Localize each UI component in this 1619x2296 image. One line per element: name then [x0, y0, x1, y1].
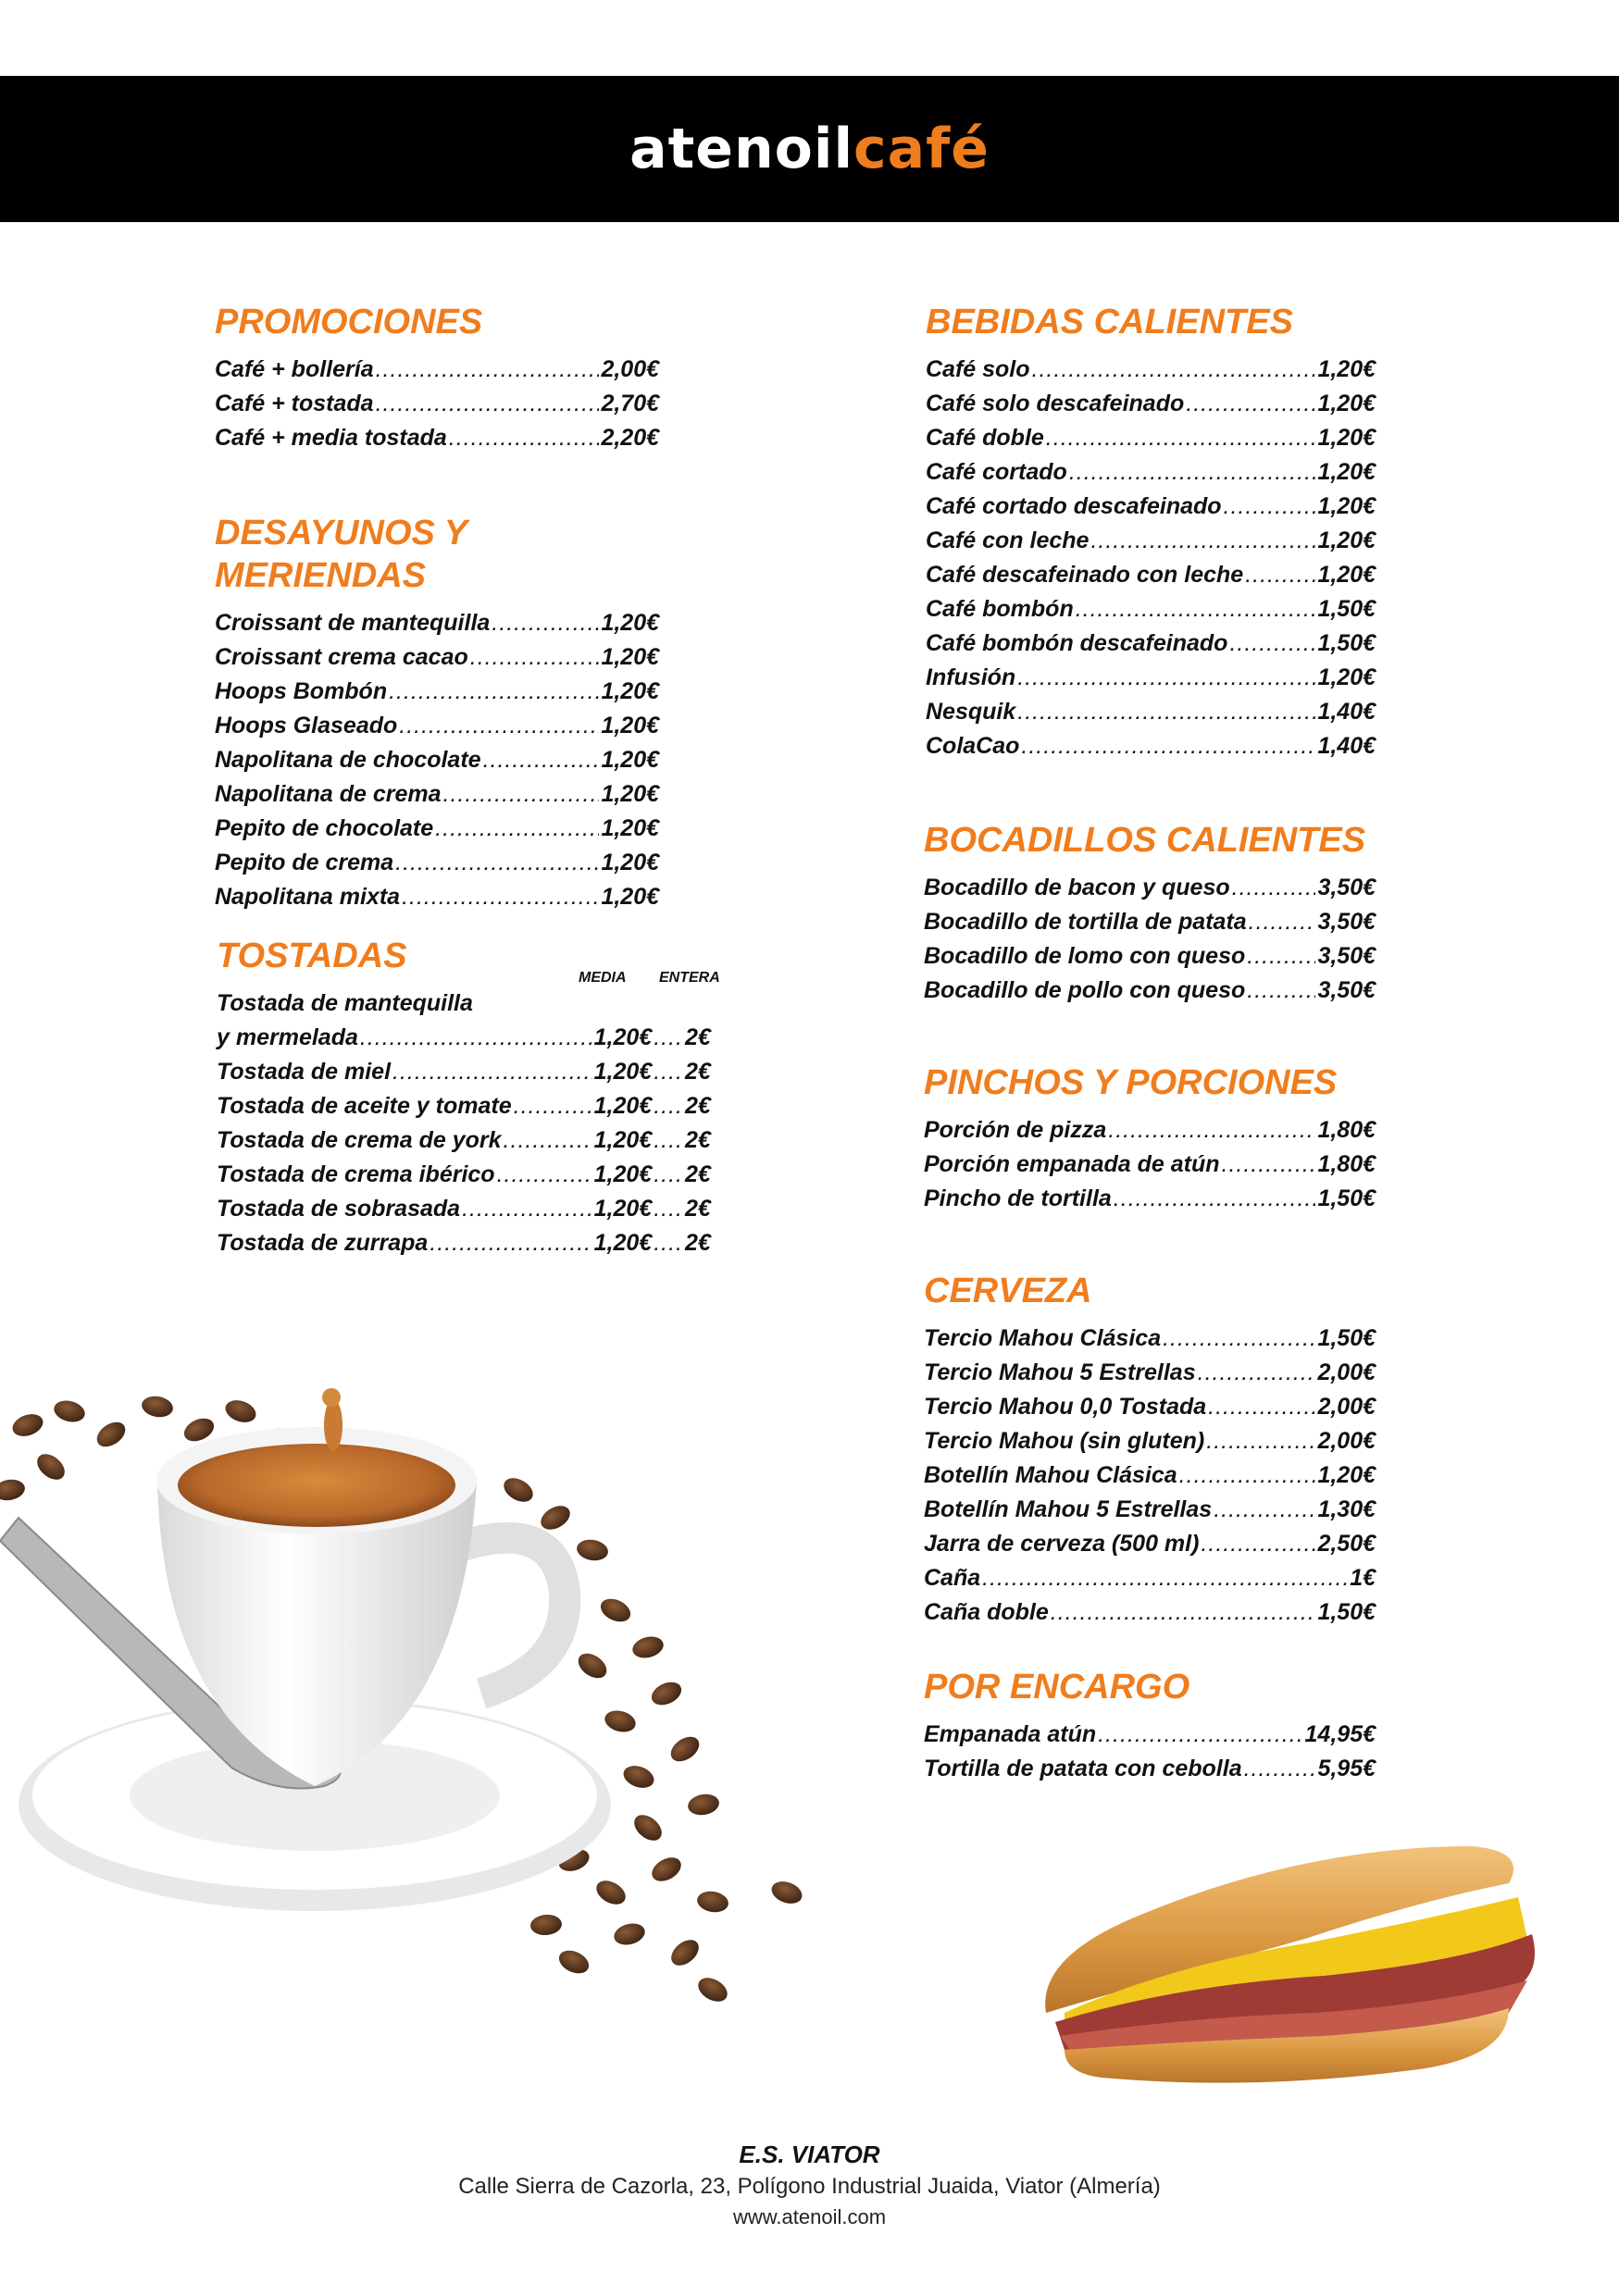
menu-item-name: Napolitana de crema	[215, 781, 442, 807]
leader-dots	[430, 1226, 592, 1260]
leader-dots	[449, 421, 600, 455]
leader-dots	[1051, 1595, 1316, 1630]
menu-item	[924, 1527, 1376, 1561]
brand-logo-part1: atenoil	[629, 117, 854, 181]
leader-dots	[443, 777, 600, 812]
menu-item-name: Café + media tostada	[215, 425, 447, 451]
menu-item	[217, 1123, 716, 1158]
menu-item-name: Café cortado	[926, 459, 1067, 485]
leader-dots	[402, 880, 599, 914]
price-entera: 2€	[685, 1230, 711, 1256]
menu-item-name: Infusión	[926, 664, 1016, 690]
leader-dots	[1201, 1527, 1315, 1561]
menu-item-name: Café solo	[926, 356, 1030, 382]
leader-dots	[470, 640, 600, 675]
tostadas-column-headers	[579, 970, 720, 987]
menu-item-name: Porción de pizza	[924, 1117, 1107, 1143]
price-entera: 2€	[685, 1059, 711, 1085]
menu-item-price: 1,50€	[1317, 1185, 1376, 1211]
menu-item	[924, 1718, 1376, 1752]
menu-item-price: 1,20€	[601, 850, 659, 875]
station-name: E.S. VIATOR	[739, 2141, 880, 2168]
leader-dots	[392, 1055, 592, 1089]
menu-item	[217, 1089, 716, 1123]
menu-item	[215, 777, 659, 812]
leader-dots	[1247, 974, 1315, 1008]
menu-item-name: Bocadillo de lomo con queso	[924, 943, 1246, 969]
menu-item-name: Hoops Bombón	[215, 678, 388, 704]
menu-item	[217, 1055, 716, 1089]
leader-dots	[1069, 455, 1316, 490]
leader-dots	[1098, 1718, 1302, 1752]
menu-item-name: Café con leche	[926, 527, 1090, 553]
menu-item	[926, 592, 1376, 627]
menu-item-name: Tercio Mahou 5 Estrellas	[924, 1359, 1196, 1385]
menu-item	[217, 1192, 716, 1226]
menu-item	[215, 675, 659, 709]
menu-item	[924, 1390, 1376, 1424]
menu-item-name: Tostada de aceite y tomate	[217, 1093, 512, 1119]
column-media: MEDIA	[579, 970, 627, 986]
leader-dots: ....	[654, 1161, 683, 1187]
menu-item-name: Bocadillo de pollo con queso	[924, 977, 1246, 1003]
leader-dots	[1198, 1356, 1316, 1390]
menu-item	[924, 1148, 1376, 1182]
leader-dots	[360, 1021, 592, 1055]
menu-item-price: 1,80€	[1317, 1151, 1376, 1177]
menu-item-price: 5,95€	[1317, 1756, 1376, 1781]
menu-item	[924, 1595, 1376, 1630]
menu-item-price: 3,50€	[1317, 875, 1376, 900]
leader-dots	[1017, 695, 1315, 729]
menu-item-name: Botellín Mahou 5 Estrellas	[924, 1496, 1213, 1522]
leader-dots: ....	[654, 1127, 683, 1153]
menu-item	[924, 1182, 1376, 1216]
leader-dots	[1114, 1182, 1316, 1216]
item-list	[924, 1113, 1376, 1216]
item-list	[924, 871, 1376, 1008]
menu-item-name: Napolitana de chocolate	[215, 747, 481, 773]
leader-dots	[389, 675, 599, 709]
menu-item-name: Tostada de zurrapa	[217, 1230, 429, 1256]
menu-item-price: 2,00€	[1317, 1428, 1376, 1454]
section-title: DESAYUNOS Y MERIENDAS	[215, 514, 467, 595]
leader-dots: ....	[654, 1024, 683, 1050]
menu-item	[215, 709, 659, 743]
menu-item-price: 1,20€	[1317, 425, 1376, 451]
sandwich-illustration	[1027, 1828, 1546, 2087]
menu-item-price: 1,80€	[1317, 1117, 1376, 1143]
leader-dots	[483, 743, 600, 777]
menu-item	[926, 387, 1376, 421]
column-entera: ENTERA	[659, 970, 720, 986]
menu-item	[924, 1752, 1376, 1786]
menu-item-price: 1,50€	[1317, 596, 1376, 622]
section-title: PINCHOS Y PORCIONES	[924, 1063, 1338, 1102]
leader-dots	[1249, 905, 1316, 939]
leader-dots	[1224, 490, 1316, 524]
leader-dots	[1032, 353, 1316, 387]
section-bebidas	[926, 301, 1376, 763]
menu-item-price: 2,70€	[601, 391, 659, 416]
item-list	[217, 1021, 716, 1260]
menu-item-price: 1,50€	[1317, 1325, 1376, 1351]
menu-item-prices	[594, 1055, 716, 1089]
leader-dots	[462, 1192, 592, 1226]
leader-dots	[1208, 1390, 1315, 1424]
menu-item	[924, 1424, 1376, 1458]
leader-dots: ....	[654, 1196, 683, 1222]
coffee-cup-illustration	[0, 1388, 833, 2017]
menu-item-price: 1,20€	[1317, 493, 1376, 519]
section-title: PROMOCIONES	[215, 303, 483, 341]
menu-item-name: Café descafeinado con leche	[926, 562, 1244, 588]
leader-dots	[1090, 524, 1315, 558]
menu-item-price: 1,20€	[1317, 1462, 1376, 1488]
menu-item	[926, 421, 1376, 455]
menu-item-name: Tostada de miel	[217, 1059, 392, 1085]
menu-item-price: 1,20€	[601, 610, 659, 636]
menu-item-price: 2,00€	[601, 356, 659, 382]
menu-item-name: Croissant crema cacao	[215, 644, 468, 670]
menu-item-name: Tercio Mahou (sin gluten)	[924, 1428, 1205, 1454]
section-title: POR ENCARGO	[924, 1668, 1190, 1706]
menu-item-price: 1,20€	[1317, 391, 1376, 416]
leader-dots	[1232, 871, 1316, 905]
price-entera: 2€	[685, 1161, 711, 1187]
menu-item	[926, 627, 1376, 661]
menu-item	[926, 455, 1376, 490]
item-list	[215, 606, 659, 914]
menu-item-price: 1,20€	[1317, 562, 1376, 588]
menu-item	[926, 558, 1376, 592]
menu-item-price: 1,30€	[1317, 1496, 1376, 1522]
leader-dots	[1222, 1148, 1316, 1182]
leader-dots	[514, 1089, 592, 1123]
menu-item-name: Nesquik	[926, 699, 1016, 725]
menu-item-price: 1,20€	[1317, 664, 1376, 690]
menu-item-price: 1,20€	[1317, 356, 1376, 382]
menu-item-name: Tostada de sobrasada	[217, 1196, 461, 1222]
menu-item-prices	[594, 1192, 716, 1226]
leader-dots	[1245, 558, 1315, 592]
menu-item-name: Tostada de crema de york	[217, 1127, 502, 1153]
menu-item-name: y mermelada	[217, 1024, 358, 1050]
item-list	[926, 353, 1376, 763]
menu-item	[215, 743, 659, 777]
leader-dots	[395, 846, 599, 880]
menu-item-name: Croissant de mantequilla	[215, 610, 491, 636]
header-bar	[0, 76, 1619, 222]
menu-item-price: 3,50€	[1317, 909, 1376, 935]
item-list	[924, 1718, 1376, 1786]
item-list	[215, 353, 659, 455]
menu-item	[215, 846, 659, 880]
leader-dots	[1108, 1113, 1315, 1148]
menu-item-price: 2,20€	[601, 425, 659, 451]
section-encargo	[924, 1666, 1376, 1786]
menu-item-price: 1,20€	[601, 747, 659, 773]
price-entera: 2€	[685, 1127, 711, 1153]
menu-item-name: Café cortado descafeinado	[926, 493, 1222, 519]
menu-item-price: 1,20€	[601, 781, 659, 807]
menu-item-price: 1,20€	[601, 815, 659, 841]
brand-logo	[629, 117, 990, 181]
menu-item-name: Caña doble	[924, 1599, 1049, 1625]
menu-item-name: Café bombón	[926, 596, 1074, 622]
menu-item-name: Tortilla de patata con cebolla	[924, 1756, 1242, 1781]
menu-item	[215, 880, 659, 914]
menu-item	[924, 974, 1376, 1008]
leader-dots	[1076, 592, 1316, 627]
menu-item-name: Hoops Glaseado	[215, 713, 398, 738]
menu-item-name: Porción empanada de atún	[924, 1151, 1220, 1177]
menu-item-price: 3,50€	[1317, 943, 1376, 969]
menu-item	[215, 640, 659, 675]
website-link[interactable]: www.atenoil.com	[732, 2205, 887, 2228]
menu-item-name: Tercio Mahou Clásica	[924, 1325, 1162, 1351]
menu-item-price: 1,20€	[601, 884, 659, 910]
menu-item-price: 2,00€	[1317, 1394, 1376, 1420]
menu-item-name: Tercio Mahou 0,0 Tostada	[924, 1394, 1207, 1420]
menu-item	[926, 353, 1376, 387]
tostada-first-line: Tostada de mantequilla	[217, 990, 473, 1016]
menu-item	[217, 1021, 716, 1055]
menu-item-name: Tostada de crema ibérico	[217, 1161, 495, 1187]
menu-item-prices	[594, 1226, 716, 1260]
menu-item-name: Pincho de tortilla	[924, 1185, 1112, 1211]
menu-item	[215, 387, 659, 421]
menu-item-name: Botellín Mahou Clásica	[924, 1462, 1177, 1488]
menu-item	[926, 695, 1376, 729]
leader-dots	[376, 387, 600, 421]
menu-item	[924, 1561, 1376, 1595]
leader-dots: ....	[654, 1093, 683, 1119]
leader-dots	[504, 1123, 592, 1158]
menu-item-name: Pepito de chocolate	[215, 815, 434, 841]
leader-dots	[435, 812, 599, 846]
menu-item-prices	[594, 1123, 716, 1158]
leader-dots	[1017, 661, 1315, 695]
price-media: 1,20€	[593, 1059, 653, 1085]
menu-item-price: 2,00€	[1317, 1359, 1376, 1385]
menu-item	[926, 490, 1376, 524]
leader-dots: ....	[654, 1059, 683, 1085]
menu-item	[924, 939, 1376, 974]
leader-dots	[1163, 1322, 1315, 1356]
menu-item	[924, 1493, 1376, 1527]
menu-item-name: Caña	[924, 1565, 981, 1591]
menu-item-price: 1,50€	[1317, 630, 1376, 656]
menu-item	[217, 1226, 716, 1260]
leader-dots	[1244, 1752, 1316, 1786]
menu-item-name: Bocadillo de bacon y queso	[924, 875, 1230, 900]
price-media: 1,20€	[593, 1196, 653, 1222]
leader-dots	[497, 1158, 592, 1192]
brand-logo-part2: café	[853, 117, 990, 181]
menu-item-prices	[594, 1089, 716, 1123]
menu-item-price: 1€	[1350, 1565, 1376, 1591]
station-address: Calle Sierra de Cazorla, 23, Polígono Industrial Juaida, Viator (Almería)	[458, 2174, 1161, 2199]
menu-item-name: Napolitana mixta	[215, 884, 401, 910]
price-media: 1,20€	[593, 1161, 653, 1187]
leader-dots	[1186, 387, 1315, 421]
menu-item-name: Café bombón descafeinado	[926, 630, 1228, 656]
menu-item	[926, 661, 1376, 695]
menu-item-price: 1,20€	[1317, 459, 1376, 485]
leader-dots	[1046, 421, 1316, 455]
leader-dots	[1247, 939, 1315, 974]
leader-dots	[1021, 729, 1315, 763]
menu-item	[924, 1322, 1376, 1356]
menu-item	[215, 353, 659, 387]
menu-item-name: Café solo descafeinado	[926, 391, 1185, 416]
section-title: BEBIDAS CALIENTES	[926, 303, 1293, 341]
menu-item-name: Bocadillo de tortilla de patata	[924, 909, 1247, 935]
menu-item	[924, 1356, 1376, 1390]
leader-dots	[1206, 1424, 1315, 1458]
section-title: BOCADILLOS CALIENTES	[924, 821, 1366, 860]
price-entera: 2€	[685, 1024, 711, 1050]
menu-item-price: 1,20€	[1317, 527, 1376, 553]
menu-item	[924, 1113, 1376, 1148]
price-entera: 2€	[685, 1196, 711, 1222]
menu-item-prices	[594, 1158, 716, 1192]
leader-dots	[399, 709, 599, 743]
menu-item-price: 1,20€	[601, 644, 659, 670]
price-media: 1,20€	[593, 1230, 653, 1256]
leader-dots	[982, 1561, 1348, 1595]
menu-item	[926, 729, 1376, 763]
price-media: 1,20€	[593, 1024, 653, 1050]
price-entera: 2€	[685, 1093, 711, 1119]
menu-item-price: 2,50€	[1317, 1531, 1376, 1557]
menu-item-name: Jarra de cerveza (500 ml)	[924, 1531, 1200, 1557]
menu-item-name: ColaCao	[926, 733, 1020, 759]
menu-item-price: 1,40€	[1317, 733, 1376, 759]
leader-dots	[1214, 1493, 1315, 1527]
menu-item-name: Empanada atún	[924, 1721, 1097, 1747]
menu-item	[215, 421, 659, 455]
section-promociones	[215, 301, 659, 455]
menu-item-price: 14,95€	[1304, 1721, 1376, 1747]
menu-item	[217, 1158, 716, 1192]
leader-dots	[376, 353, 600, 387]
menu-item-price: 1,50€	[1317, 1599, 1376, 1625]
leader-dots	[1229, 627, 1315, 661]
section-pinchos	[924, 1061, 1376, 1216]
leader-dots	[492, 606, 599, 640]
menu-item	[924, 905, 1376, 939]
section-title: CERVEZA	[924, 1272, 1092, 1310]
menu-item-name: Café doble	[926, 425, 1044, 451]
menu-item	[926, 524, 1376, 558]
item-list	[924, 1322, 1376, 1630]
section-cerveza	[924, 1270, 1376, 1630]
section-bocadillos	[924, 819, 1376, 1008]
menu-item	[215, 812, 659, 846]
menu-item	[215, 606, 659, 640]
section-title: TOSTADAS	[217, 937, 407, 975]
leader-dots: ....	[654, 1230, 683, 1256]
menu-item-price: 1,20€	[601, 713, 659, 738]
leader-dots	[1179, 1458, 1316, 1493]
price-media: 1,20€	[593, 1127, 653, 1153]
menu-item-price: 3,50€	[1317, 977, 1376, 1003]
price-media: 1,20€	[593, 1093, 653, 1119]
menu-item-name: Café + bollería	[215, 356, 374, 382]
menu-item-name: Pepito de crema	[215, 850, 394, 875]
menu-item	[924, 1458, 1376, 1493]
section-desayunos	[215, 512, 659, 914]
menu-item-name: Café + tostada	[215, 391, 374, 416]
menu-item	[924, 871, 1376, 905]
menu-item-price: 1,40€	[1317, 699, 1376, 725]
menu-item-price: 1,20€	[601, 678, 659, 704]
footer	[0, 2138, 1619, 2232]
menu-item-prices	[594, 1021, 716, 1055]
